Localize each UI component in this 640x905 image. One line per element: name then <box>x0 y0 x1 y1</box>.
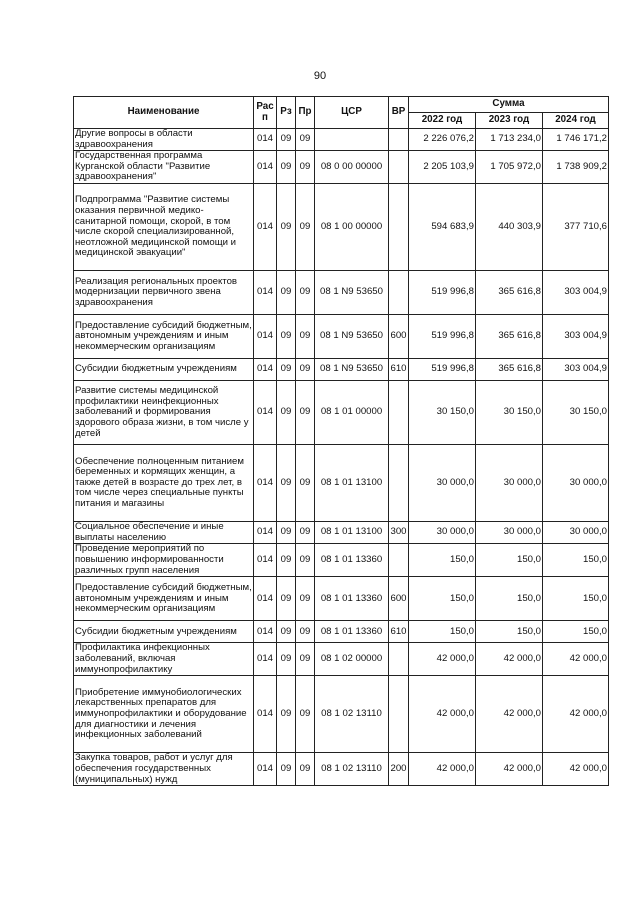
cell-pr: 09 <box>296 184 315 271</box>
cell-2024: 30 000,0 <box>543 522 609 544</box>
cell-2024: 150,0 <box>543 544 609 577</box>
cell-2023: 30 150,0 <box>476 381 543 445</box>
cell-2022: 30 000,0 <box>409 522 476 544</box>
cell-name: Предоставление субсидий бюджетным, автономным учреждениям и иным некоммерческим организациям <box>74 577 254 621</box>
cell-2022: 42 000,0 <box>409 643 476 676</box>
table-row <box>74 359 609 381</box>
cell-pr: 09 <box>296 753 315 786</box>
cell-ras: 014 <box>254 315 277 359</box>
cell-csr: 08 1 02 13110 <box>315 676 389 753</box>
cell-2023: 42 000,0 <box>476 643 543 676</box>
cell-ras: 014 <box>254 129 277 151</box>
cell-csr: 08 1 00 00000 <box>315 184 389 271</box>
cell-ras: 014 <box>254 271 277 315</box>
cell-2022: 150,0 <box>409 544 476 577</box>
cell-rz: 09 <box>277 129 296 151</box>
cell-name: Социальное обеспечение и иные выплаты населению <box>74 522 254 544</box>
cell-csr: 08 0 00 00000 <box>315 151 389 184</box>
cell-rz: 09 <box>277 676 296 753</box>
cell-name: Приобретение иммунобиологических лекарственных препаратов для иммунопрофилактики и оборудование для диагностики и лечения инфекционных заболеваний <box>74 676 254 753</box>
cell-name: Другие вопросы в области здравоохранения <box>74 129 254 151</box>
cell-ras: 014 <box>254 544 277 577</box>
cell-2024: 377 710,6 <box>543 184 609 271</box>
cell-2024: 42 000,0 <box>543 643 609 676</box>
cell-2022: 150,0 <box>409 577 476 621</box>
header-vr: ВР <box>389 97 409 129</box>
cell-pr: 09 <box>296 129 315 151</box>
cell-name: Государственная программа Курганской области "Развитие здравоохранения" <box>74 151 254 184</box>
cell-vr <box>389 381 409 445</box>
table-row <box>74 522 609 544</box>
cell-pr: 09 <box>296 544 315 577</box>
cell-csr: 08 1 02 13110 <box>315 753 389 786</box>
cell-name: Подпрограмма "Развитие системы оказания первичной медико-санитарной помощи, скорой, в том числе скорой специализированной, неотложной медицинской помощи и медицинской эвакуации" <box>74 184 254 271</box>
header-2024: 2024 год <box>543 113 609 129</box>
cell-name: Обеспечение полноценным питанием беременных и кормящих женщин, а также детей в возрасте до трех лет, в том числе через специальные пункты питания и магазины <box>74 445 254 522</box>
cell-name: Проведение мероприятий по повышению информированности различных групп населения <box>74 544 254 577</box>
table-row <box>74 753 609 786</box>
table-row <box>74 544 609 577</box>
cell-name: Реализация региональных проектов модернизации первичного звена здравоохранения <box>74 271 254 315</box>
cell-name: Профилактика инфекционных заболеваний, включая иммунопрофилактику <box>74 643 254 676</box>
cell-pr: 09 <box>296 522 315 544</box>
cell-ras: 014 <box>254 445 277 522</box>
cell-csr: 08 1 02 00000 <box>315 643 389 676</box>
cell-ras: 014 <box>254 577 277 621</box>
header-2022: 2022 год <box>409 113 476 129</box>
cell-vr <box>389 544 409 577</box>
cell-rz: 09 <box>277 381 296 445</box>
cell-2024: 150,0 <box>543 621 609 643</box>
cell-rz: 09 <box>277 271 296 315</box>
cell-2022: 2 226 076,2 <box>409 129 476 151</box>
cell-2022: 2 205 103,9 <box>409 151 476 184</box>
cell-2022: 42 000,0 <box>409 676 476 753</box>
table-header <box>74 97 609 129</box>
cell-vr: 610 <box>389 359 409 381</box>
cell-pr: 09 <box>296 271 315 315</box>
cell-2022: 30 150,0 <box>409 381 476 445</box>
cell-vr: 200 <box>389 753 409 786</box>
cell-csr: 08 1 01 00000 <box>315 381 389 445</box>
header-ras: Рас п <box>254 97 277 129</box>
cell-vr: 600 <box>389 315 409 359</box>
table-row <box>74 381 609 445</box>
cell-vr <box>389 271 409 315</box>
cell-2022: 42 000,0 <box>409 753 476 786</box>
cell-rz: 09 <box>277 184 296 271</box>
cell-vr <box>389 445 409 522</box>
cell-2024: 42 000,0 <box>543 753 609 786</box>
cell-2023: 30 000,0 <box>476 445 543 522</box>
cell-2022: 150,0 <box>409 621 476 643</box>
budget-table <box>73 96 609 786</box>
cell-csr: 08 1 N9 53650 <box>315 315 389 359</box>
table-row <box>74 184 609 271</box>
cell-vr <box>389 184 409 271</box>
header-sum: Сумма <box>409 97 609 113</box>
cell-vr <box>389 129 409 151</box>
cell-ras: 014 <box>254 381 277 445</box>
cell-rz: 09 <box>277 315 296 359</box>
cell-2023: 365 616,8 <box>476 359 543 381</box>
cell-2024: 303 004,9 <box>543 315 609 359</box>
cell-2023: 150,0 <box>476 577 543 621</box>
header-pr: Пр <box>296 97 315 129</box>
cell-2022: 30 000,0 <box>409 445 476 522</box>
header-name: Наименование <box>74 97 254 129</box>
cell-ras: 014 <box>254 359 277 381</box>
cell-2024: 303 004,9 <box>543 359 609 381</box>
cell-ras: 014 <box>254 753 277 786</box>
table-row <box>74 676 609 753</box>
cell-rz: 09 <box>277 445 296 522</box>
table-row <box>74 129 609 151</box>
cell-2022: 519 996,8 <box>409 271 476 315</box>
cell-2023: 150,0 <box>476 544 543 577</box>
cell-ras: 014 <box>254 621 277 643</box>
cell-2024: 1 746 171,2 <box>543 129 609 151</box>
cell-csr: 08 1 01 13100 <box>315 522 389 544</box>
table-row <box>74 445 609 522</box>
cell-name: Развитие системы медицинской профилактики неинфекционных заболеваний и формирования здорового образа жизни, в том числе у детей <box>74 381 254 445</box>
cell-2024: 1 738 909,2 <box>543 151 609 184</box>
cell-csr: 08 1 01 13360 <box>315 621 389 643</box>
cell-ras: 014 <box>254 676 277 753</box>
table-row <box>74 577 609 621</box>
cell-2023: 42 000,0 <box>476 753 543 786</box>
cell-rz: 09 <box>277 522 296 544</box>
cell-pr: 09 <box>296 381 315 445</box>
cell-2023: 365 616,8 <box>476 271 543 315</box>
cell-csr: 08 1 01 13360 <box>315 577 389 621</box>
cell-csr <box>315 129 389 151</box>
cell-name: Субсидии бюджетным учреждениям <box>74 621 254 643</box>
table-row <box>74 151 609 184</box>
cell-2023: 440 303,9 <box>476 184 543 271</box>
cell-vr: 300 <box>389 522 409 544</box>
cell-pr: 09 <box>296 621 315 643</box>
header-csr: ЦСР <box>315 97 389 129</box>
cell-rz: 09 <box>277 753 296 786</box>
table-row <box>74 621 609 643</box>
cell-pr: 09 <box>296 315 315 359</box>
cell-2023: 1 713 234,0 <box>476 129 543 151</box>
table-row <box>74 271 609 315</box>
cell-2022: 519 996,8 <box>409 315 476 359</box>
cell-ras: 014 <box>254 643 277 676</box>
cell-rz: 09 <box>277 643 296 676</box>
cell-2023: 150,0 <box>476 621 543 643</box>
cell-2023: 1 705 972,0 <box>476 151 543 184</box>
table-row <box>74 643 609 676</box>
cell-pr: 09 <box>296 359 315 381</box>
table-row <box>74 315 609 359</box>
cell-pr: 09 <box>296 643 315 676</box>
page-number: 90 <box>313 70 327 82</box>
cell-csr: 08 1 N9 53650 <box>315 359 389 381</box>
cell-vr: 610 <box>389 621 409 643</box>
cell-2022: 594 683,9 <box>409 184 476 271</box>
cell-name: Субсидии бюджетным учреждениям <box>74 359 254 381</box>
cell-pr: 09 <box>296 445 315 522</box>
cell-pr: 09 <box>296 577 315 621</box>
cell-csr: 08 1 01 13360 <box>315 544 389 577</box>
cell-2023: 30 000,0 <box>476 522 543 544</box>
cell-2023: 365 616,8 <box>476 315 543 359</box>
cell-2023: 42 000,0 <box>476 676 543 753</box>
cell-vr <box>389 643 409 676</box>
cell-2024: 42 000,0 <box>543 676 609 753</box>
cell-rz: 09 <box>277 544 296 577</box>
cell-rz: 09 <box>277 359 296 381</box>
cell-ras: 014 <box>254 151 277 184</box>
cell-csr: 08 1 N9 53650 <box>315 271 389 315</box>
cell-ras: 014 <box>254 184 277 271</box>
cell-ras: 014 <box>254 522 277 544</box>
cell-name: Закупка товаров, работ и услуг для обеспечения государственных (муниципальных) нужд <box>74 753 254 786</box>
cell-vr: 600 <box>389 577 409 621</box>
cell-name: Предоставление субсидий бюджетным, автономным учреждениям и иным некоммерческим организациям <box>74 315 254 359</box>
cell-rz: 09 <box>277 577 296 621</box>
cell-rz: 09 <box>277 151 296 184</box>
cell-vr <box>389 151 409 184</box>
cell-pr: 09 <box>296 676 315 753</box>
cell-2024: 150,0 <box>543 577 609 621</box>
cell-2024: 303 004,9 <box>543 271 609 315</box>
header-rz: Рз <box>277 97 296 129</box>
cell-2024: 30 000,0 <box>543 445 609 522</box>
cell-pr: 09 <box>296 151 315 184</box>
header-2023: 2023 год <box>476 113 543 129</box>
cell-csr: 08 1 01 13100 <box>315 445 389 522</box>
cell-2022: 519 996,8 <box>409 359 476 381</box>
cell-rz: 09 <box>277 621 296 643</box>
table-body <box>74 129 609 786</box>
cell-vr <box>389 676 409 753</box>
cell-2024: 30 150,0 <box>543 381 609 445</box>
